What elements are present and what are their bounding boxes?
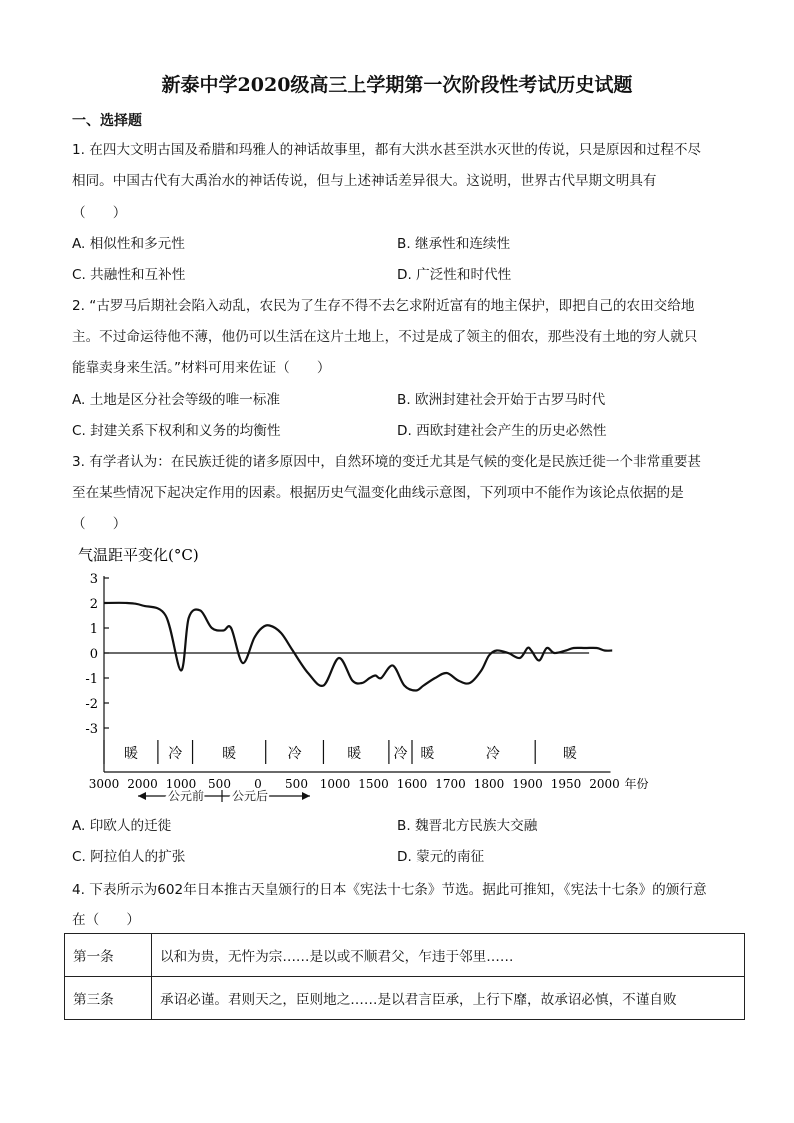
q2-stem-line2: 主。不过命运待他不薄，他仍可以生活在这片土地上，不过是成了领主的佃农，那些没有土地的穷人就只 [72, 329, 698, 345]
climate-period-band [104, 740, 577, 764]
constitution-table [64, 933, 745, 1020]
q3-option-b: B. 魏晋北方民族大交融 [397, 818, 538, 834]
article-label: 第一条 [65, 934, 152, 977]
article-label: 第三条 [65, 977, 152, 1020]
page-title: 新泰中学2020级高三上学期第一次阶段性考试历史试题 [161, 74, 633, 96]
y-tick-label: -1 [85, 672, 98, 687]
q2-option-a: A. 土地是区分社会等级的唯一标准 [72, 392, 281, 408]
period-label: 暖 [347, 746, 362, 762]
x-tick-label: 1600 [396, 777, 428, 791]
era-ad-label: 公元后 [232, 789, 269, 803]
q2-option-b: B. 欧洲封建社会开始于古罗马时代 [397, 392, 606, 408]
y-tick-label: 3 [89, 572, 98, 587]
y-tick-label: 1 [89, 622, 98, 637]
y-tick-label: 2 [89, 597, 98, 612]
x-tick-label: 2000 [589, 777, 620, 791]
period-label: 暖 [123, 746, 138, 762]
era-bc-label: 公元前 [168, 789, 205, 803]
q1-blank: （ ） [72, 205, 127, 221]
x-tick-label: 0 [254, 777, 262, 791]
x-unit-label: 年份 [624, 777, 649, 791]
x-tick-label: 1900 [512, 777, 543, 791]
y-tick-label: -3 [85, 722, 98, 737]
q2-stem-line3: 能靠卖身来生活。”材料可用来佐证（ ） [72, 360, 331, 376]
period-label: 暖 [222, 746, 237, 762]
era-arrow [138, 789, 310, 803]
q1-stem-line1: 1. 在四大文明古国及希腊和玛雅人的神话故事里，都有大洪水甚至洪水灭世的传说，只是原因和过程不尽 [72, 142, 702, 158]
x-tick-label: 1000 [165, 777, 197, 791]
x-tick-label: 1000 [319, 777, 351, 791]
x-tick-label: 2000 [127, 777, 158, 791]
article-text: 承诏必谨。君则天之，臣则地之……是以君言臣承，上行下靡，故承诏必慎，不谨自败 [152, 977, 745, 1020]
temperature-anomaly-chart [70, 540, 649, 808]
period-label: 冷 [393, 746, 408, 762]
x-tick-label: 1950 [550, 777, 582, 791]
x-tick-label: 1700 [435, 777, 466, 791]
period-label: 暖 [562, 746, 577, 762]
article-text: 以和为贵，无忤为宗……是以或不顺君父，乍违于邻里…… [152, 934, 745, 977]
x-tick-label: 500 [208, 777, 231, 791]
chart-title: 气温距平变化(°C) [78, 546, 199, 564]
temperature-curve [104, 603, 612, 691]
y-tick-label: -2 [85, 697, 98, 712]
q1-option-a: A. 相似性和多元性 [72, 236, 185, 252]
q2-option-c: C. 封建关系下权利和义务的均衡性 [72, 423, 281, 439]
q3-stem-line1: 3. 有学者认为：在民族迁徙的诸多原因中，自然环境的变迁尤其是气候的变化是民族迁徙一个非常重要甚 [72, 454, 702, 470]
q4-stem-line2: 在（ ） [72, 912, 140, 928]
x-tick-label: 500 [285, 777, 308, 791]
period-label: 冷 [287, 746, 302, 762]
q3-option-c: C. 阿拉伯人的扩张 [72, 849, 186, 865]
q2-option-d: D. 西欧封建社会产生的历史必然性 [397, 423, 607, 439]
y-tick-label: 0 [89, 647, 98, 662]
period-label: 暖 [420, 746, 435, 762]
x-tick-label: 3000 [88, 777, 120, 791]
x-tick-label: 1800 [473, 777, 505, 791]
period-label: 冷 [485, 746, 500, 762]
q1-option-d: D. 广泛性和时代性 [397, 267, 512, 283]
table-row [65, 977, 745, 1020]
q3-option-d: D. 蒙元的南征 [397, 849, 485, 865]
plot-area [104, 603, 612, 691]
q4-stem-line1: 4. 下表所示为602年日本推古天皇颁行的日本《宪法十七条》节选。据此可推知，《宪法十七条》的颁行意 [72, 882, 707, 898]
q1-option-c: C. 共融性和互补性 [72, 267, 186, 283]
x-tick-label: 1500 [358, 777, 389, 791]
period-label: 冷 [168, 746, 183, 762]
q1-stem-line2: 相同。中国古代有大禹治水的神话传说，但与上述神话差异很大。这说明，世界古代早期文明具有 [72, 173, 657, 189]
q3-blank: （ ） [72, 516, 127, 532]
q3-option-a: A. 印欧人的迁徙 [72, 818, 172, 834]
q2-stem-line1: 2. “古罗马后期社会陷入动乱，农民为了生存不得不去乞求附近富有的地主保护，即把自己的农田交给地 [72, 298, 695, 314]
table-row [65, 934, 745, 977]
section-heading: 一、选择题 [72, 113, 142, 129]
q1-option-b: B. 继承性和连续性 [397, 236, 511, 252]
q3-stem-line2: 至在某些情况下起决定作用的因素。根据历史气温变化曲线示意图，下列项中不能作为该论点依据的是 [72, 485, 684, 501]
